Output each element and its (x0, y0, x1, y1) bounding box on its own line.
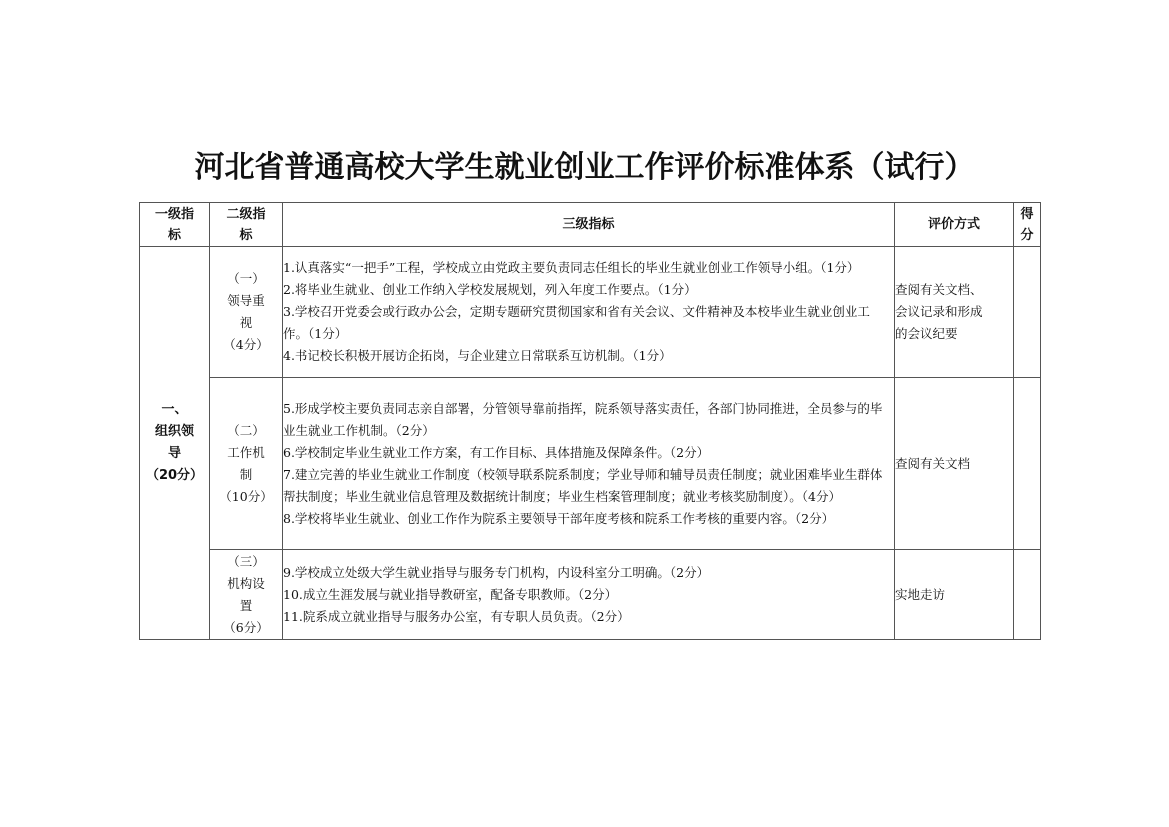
category-cell: 一、 组织领 导 （20分） (140, 247, 210, 640)
table-row (140, 550, 1041, 640)
table-row (140, 247, 1041, 378)
header-score: 得 分 (1014, 203, 1041, 247)
list-item: 7.建立完善的毕业生就业工作制度（校领导联系院系制度；学业导师和辅导员责任制度；就业困难毕业生群体帮扶制度；毕业生就业信息管理及数据统计制度；毕业生档案管理制度；就业考核奖励制度）。（4分） (283, 466, 883, 504)
list-item: 5.形成学校主要负责同志亲自部署，分管领导靠前指挥，院系领导落实责任，各部门协同推进，全员参与的毕业生就业工作机制。（2分） (283, 400, 883, 438)
list-item: 4.书记校长积极开展访企拓岗，与企业建立日常联系互访机制。（1分） (283, 348, 672, 363)
header-method: 评价方式 (895, 203, 1014, 247)
list-item: 2.将毕业生就业、创业工作纳入学校发展规划，列入年度工作要点。（1分） (283, 282, 697, 297)
level2-cell: （二） 工作机 制 （10分） (210, 378, 283, 550)
page-title: 河北省普通高校大学生就业创业工作评价标准体系（试行） (194, 150, 975, 185)
evaluation-table (139, 202, 1041, 640)
level2-cell: （一） 领导重 视 （4分） (210, 247, 283, 378)
score-cell (1014, 247, 1041, 378)
header-row (140, 203, 1041, 247)
list-item: 10.成立生涯发展与就业指导教研室，配备专职教师。（2分） (283, 586, 618, 602)
level3-cell (283, 247, 895, 378)
list-item: 6.学校制定毕业生就业工作方案，有工作目标、具体措施及保障条件。（2分） (283, 444, 710, 460)
score-cell (1014, 550, 1041, 640)
method-cell: 实地走访 (895, 550, 1014, 640)
method-cell: 查阅有关文档 (895, 378, 1014, 550)
method-cell: 查阅有关文档、 会议记录和形成 的会议纪要 (895, 247, 1014, 378)
score-cell (1014, 378, 1041, 550)
level2-cell: （三） 机构设 置 （6分） (210, 550, 283, 640)
header-level2: 二级指 标 (210, 203, 283, 247)
list-item: 1.认真落实“一把手”工程，学校成立由党政主要负责同志任组长的毕业生就业创业工作领导小组。（1分） (283, 260, 860, 275)
level3-cell (283, 550, 895, 640)
list-item: 3.学校召开党委会或行政办公会，定期专题研究贯彻国家和省有关会议、文件精神及本校毕业生就业创业工作。（1分） (283, 304, 870, 341)
header-level1: 一级指 标 (140, 203, 210, 247)
list-item: 11.院系成立就业指导与服务办公室，有专职人员负责。（2分） (283, 608, 630, 624)
level3-cell (283, 378, 895, 550)
list-item: 9.学校成立处级大学生就业指导与服务专门机构，内设科室分工明确。（2分） (283, 564, 710, 580)
header-level3: 三级指标 (283, 203, 895, 247)
list-item: 8.学校将毕业生就业、创业工作作为院系主要领导干部年度考核和院系工作考核的重要内容。（2分） (283, 510, 835, 526)
table-row (140, 378, 1041, 550)
